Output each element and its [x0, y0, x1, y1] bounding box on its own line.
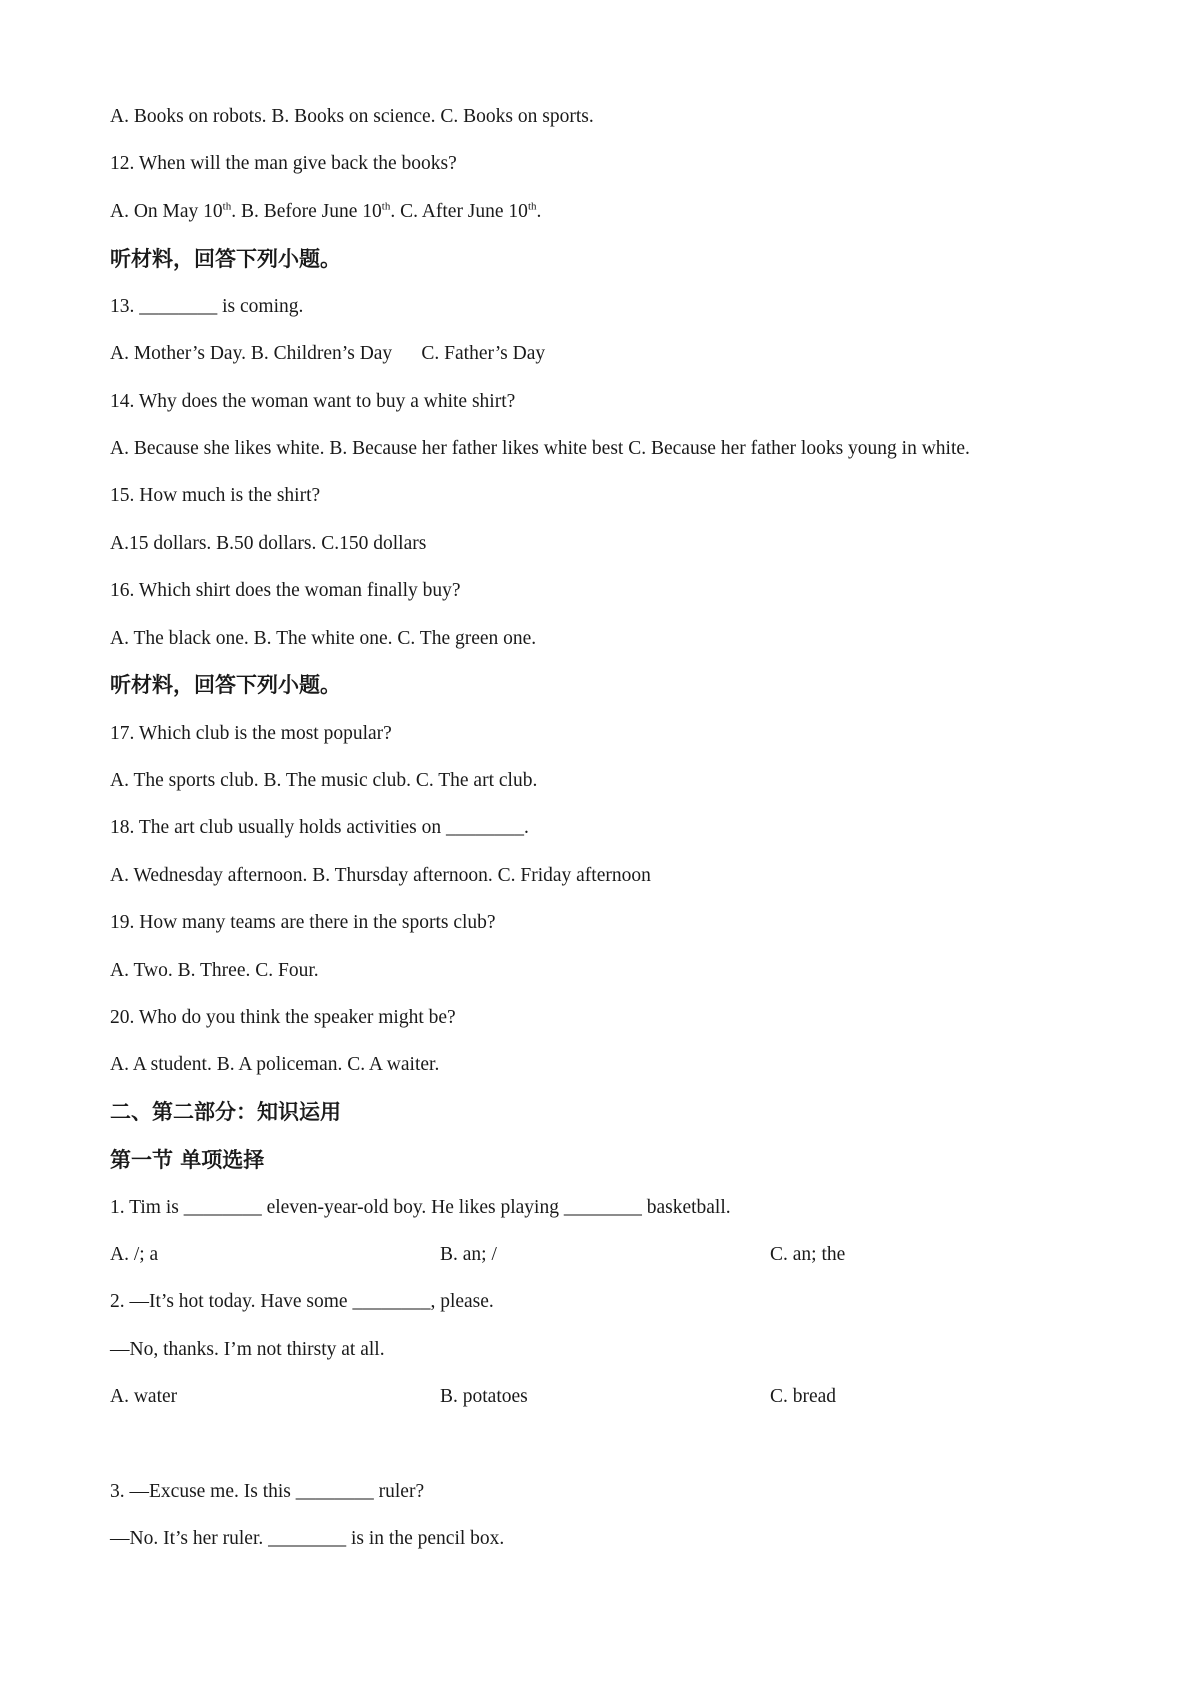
- c2-option-a: A. water: [110, 1386, 178, 1407]
- q18-options: A. Wednesday afternoon. B. Thursday afternoon. C. Friday afternoon: [110, 865, 651, 886]
- q14-question: 14. Why does the woman want to buy a white shirt?: [110, 391, 516, 412]
- q19-question: 19. How many teams are there in the sports club?: [110, 912, 496, 933]
- q12-sup-b: th: [381, 200, 391, 213]
- q12-option-c: . C. After June 10: [390, 201, 528, 222]
- q12-end: .: [536, 201, 542, 222]
- q15-question: 15. How much is the shirt?: [110, 485, 321, 506]
- c1-question: 1. Tim is ________ eleven-year-old boy. He likes playing ________ basketball.: [110, 1197, 731, 1218]
- section-heading-listen-2: 听材料，回答下列小题。: [110, 673, 341, 697]
- c1-option-a: A. /; a: [110, 1244, 159, 1265]
- q19-options: A. Two. B. Three. C. Four.: [110, 960, 319, 981]
- q20-options: A. A student. B. A policeman. C. A waiter.: [110, 1054, 440, 1075]
- q16-question: 16. Which shirt does the woman finally buy?: [110, 580, 461, 601]
- q15-options: A.15 dollars. B.50 dollars. C.150 dollars: [110, 533, 427, 554]
- c2-reply: —No, thanks. I’m not thirsty at all.: [110, 1339, 385, 1360]
- q12-options: [110, 200, 541, 224]
- q13-question: 13. ________ is coming.: [110, 296, 304, 317]
- c3-question: 3. —Excuse me. Is this ________ ruler?: [110, 1481, 425, 1502]
- section1-title: 第一节 单项选择: [110, 1148, 265, 1172]
- q12-option-a: A. On May 10: [110, 201, 223, 222]
- q12-option-b: . B. Before June 10: [231, 201, 382, 222]
- part2-title: 二、第二部分：知识运用: [110, 1100, 341, 1124]
- q14-options: A. Because she likes white. B. Because her father likes white best C. Because her father looks young in white.: [110, 438, 970, 459]
- c2-option-b: B. potatoes: [440, 1386, 528, 1407]
- c1-option-b: B. an; /: [440, 1244, 497, 1265]
- q17-question: 17. Which club is the most popular?: [110, 723, 392, 744]
- c2-option-c: C. bread: [770, 1386, 837, 1407]
- q16-options: A. The black one. B. The white one. C. The green one.: [110, 628, 537, 649]
- q20-question: 20. Who do you think the speaker might be?: [110, 1007, 456, 1028]
- q18-question: 18. The art club usually holds activities on ________.: [110, 817, 529, 838]
- c3-reply: —No. It’s her ruler. ________ is in the pencil box.: [110, 1528, 505, 1549]
- c1-option-c: C. an; the: [770, 1244, 846, 1265]
- q12-question: 12. When will the man give back the books?: [110, 153, 457, 174]
- section-heading-listen-1: 听材料，回答下列小题。: [110, 247, 341, 271]
- q12-sup-c: th: [527, 200, 537, 213]
- q12-sup-a: th: [222, 200, 232, 213]
- q11-options: A. Books on robots. B. Books on science. C. Books on sports.: [110, 106, 594, 127]
- c2-question: 2. —It’s hot today. Have some ________, please.: [110, 1291, 494, 1312]
- q13-options: A. Mother’s Day. B. Children’s Day C. Father’s Day: [110, 343, 546, 364]
- q17-options: A. The sports club. B. The music club. C. The art club.: [110, 770, 538, 791]
